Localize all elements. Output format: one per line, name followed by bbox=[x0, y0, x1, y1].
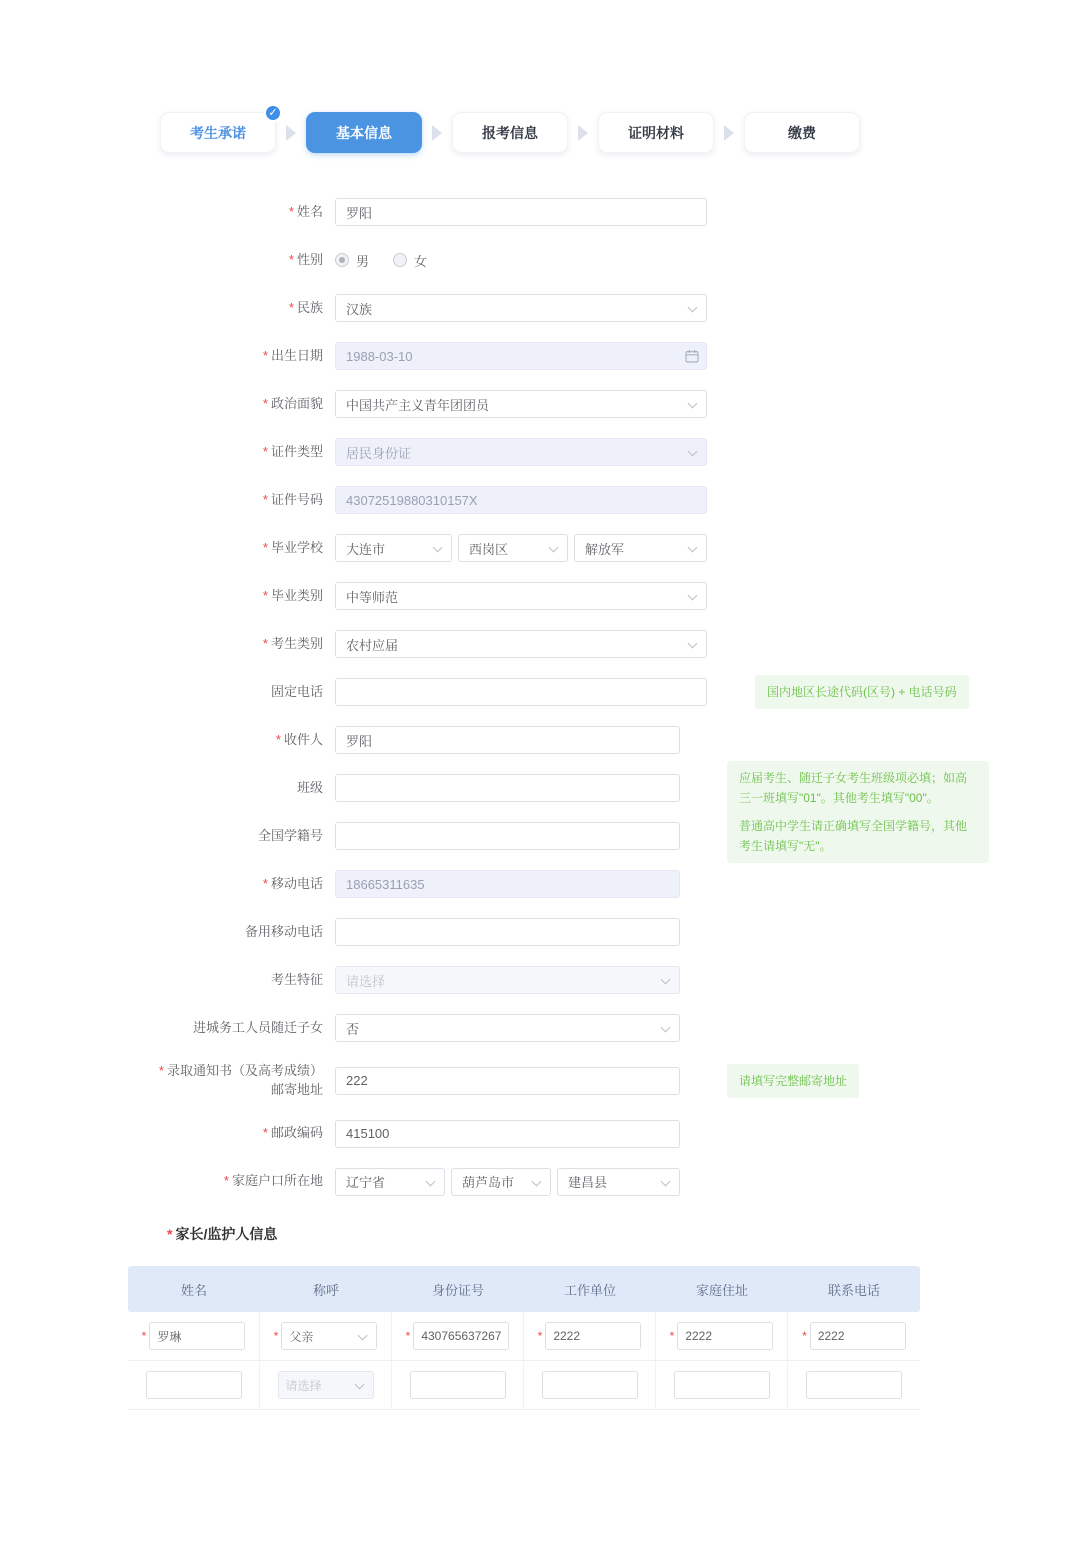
guardian1-id-cell bbox=[392, 1312, 524, 1360]
mailing-address-label bbox=[125, 1062, 335, 1100]
graduate-school-city-value: 大连市 bbox=[346, 541, 386, 557]
form-row-mobile bbox=[125, 870, 989, 898]
step-basic-info[interactable] bbox=[306, 112, 422, 153]
graduate-school-city-select[interactable] bbox=[335, 534, 452, 562]
guardian2-id-cell bbox=[392, 1361, 524, 1409]
candidate-feature-select[interactable] bbox=[335, 966, 680, 994]
chevron-down-icon bbox=[426, 1176, 436, 1186]
form-row-postal-code bbox=[125, 1120, 989, 1148]
form-row-class bbox=[125, 770, 989, 805]
guardian1-work-input[interactable] bbox=[545, 1322, 641, 1350]
birth-date-input[interactable] bbox=[335, 342, 707, 370]
political-status-label: * 政治面貌 bbox=[125, 395, 335, 414]
gender-label: * 性别 bbox=[125, 251, 335, 270]
form-row-migrant-children bbox=[125, 1014, 989, 1042]
graduate-category-select[interactable] bbox=[335, 582, 707, 610]
student-id-input[interactable] bbox=[335, 822, 680, 850]
form-row-ethnicity bbox=[125, 294, 989, 322]
landline-label: 固定电话 bbox=[270, 683, 323, 699]
guardian1-name-input[interactable] bbox=[149, 1322, 245, 1350]
ethnicity-value: 汉族 bbox=[346, 301, 373, 317]
guardian-row-2 bbox=[128, 1361, 920, 1410]
step-arrow-icon bbox=[724, 125, 734, 141]
form-row-birth-date bbox=[125, 342, 989, 370]
col-id-number: 身份证号 bbox=[431, 1282, 484, 1298]
postal-code-label: * 邮政编码 bbox=[125, 1124, 335, 1143]
name-label: * 姓名 bbox=[125, 203, 335, 222]
household-location-label: * 家庭户口所在地 bbox=[125, 1172, 335, 1191]
step-label: 证明材料 bbox=[628, 124, 684, 141]
chevron-down-icon bbox=[688, 303, 698, 313]
student-id-label: 全国学籍号 bbox=[257, 827, 323, 843]
id-type-value: 居民身份证 bbox=[346, 445, 412, 461]
calendar-icon bbox=[685, 349, 699, 368]
gender-female-label: 女 bbox=[414, 253, 428, 269]
graduate-school-school-value: 解放军 bbox=[585, 541, 625, 557]
required-asterisk: * bbox=[273, 1329, 279, 1343]
step-wizard bbox=[160, 107, 860, 153]
guardian1-id-input[interactable] bbox=[413, 1322, 509, 1350]
ethnicity-label: * 民族 bbox=[125, 299, 335, 318]
guardian1-work-cell bbox=[524, 1312, 656, 1360]
guardian2-relation-select[interactable] bbox=[278, 1371, 374, 1399]
radio-selected-icon bbox=[335, 253, 349, 267]
step-arrow-icon bbox=[286, 125, 296, 141]
step-label: 缴费 bbox=[788, 124, 816, 141]
landline-input[interactable] bbox=[335, 678, 707, 706]
guardian2-address-input[interactable] bbox=[674, 1371, 770, 1399]
form-row-student-id bbox=[125, 818, 989, 853]
col-work-unit: 工作单位 bbox=[563, 1282, 616, 1298]
required-asterisk: * bbox=[141, 1329, 147, 1343]
form-row-backup-mobile bbox=[125, 918, 989, 946]
chevron-down-icon bbox=[354, 1380, 364, 1390]
guardian1-relation-cell bbox=[260, 1312, 392, 1360]
candidate-category-value: 农村应届 bbox=[346, 637, 399, 653]
chevron-down-icon bbox=[688, 639, 698, 649]
landline-hint: 国内地区长途代码(区号) + 电话号码 bbox=[755, 675, 969, 709]
guardian2-work-cell bbox=[524, 1361, 656, 1409]
form-row-household-location bbox=[125, 1168, 989, 1196]
step-label: 基本信息 bbox=[336, 124, 392, 141]
required-asterisk: * bbox=[405, 1329, 411, 1343]
candidate-feature-placeholder: 请选择 bbox=[346, 973, 386, 989]
migrant-children-label: 进城务工人员随迁子女 bbox=[192, 1019, 323, 1035]
household-county-value: 建昌县 bbox=[568, 1175, 608, 1191]
guardian2-name-input[interactable] bbox=[146, 1371, 242, 1399]
household-province-select[interactable] bbox=[335, 1168, 445, 1196]
candidate-category-select[interactable] bbox=[335, 630, 707, 658]
required-asterisk: * bbox=[669, 1329, 675, 1343]
guardian-section-title: * 家长/监护人信息 bbox=[167, 1224, 277, 1244]
household-city-select[interactable] bbox=[451, 1168, 551, 1196]
step-candidate-pledge[interactable] bbox=[160, 107, 278, 153]
guardian2-address-cell bbox=[656, 1361, 788, 1409]
candidate-category-label: * 考生类别 bbox=[125, 635, 335, 654]
chevron-down-icon bbox=[688, 543, 698, 553]
chevron-down-icon bbox=[661, 975, 671, 985]
col-name: 姓名 bbox=[180, 1282, 207, 1298]
household-city-value: 葫芦岛市 bbox=[462, 1175, 515, 1191]
chevron-down-icon bbox=[549, 543, 559, 553]
guardian1-name-cell bbox=[128, 1312, 260, 1360]
id-number-label: * 证件号码 bbox=[125, 491, 335, 510]
form-row-graduate-school bbox=[125, 534, 989, 562]
id-type-label: * 证件类型 bbox=[125, 443, 335, 462]
step-payment[interactable] bbox=[744, 112, 860, 153]
guardian2-phone-cell bbox=[788, 1361, 920, 1409]
mailing-address-hint: 请填写完整邮寄地址 bbox=[727, 1064, 859, 1098]
name-input[interactable] bbox=[335, 198, 707, 226]
graduate-school-selects bbox=[335, 534, 707, 562]
chevron-down-icon bbox=[688, 591, 698, 601]
guardian1-relation-select[interactable] bbox=[281, 1322, 377, 1350]
gender-female-radio[interactable] bbox=[393, 251, 427, 270]
guardian2-phone-input[interactable] bbox=[806, 1371, 902, 1399]
chevron-down-icon bbox=[532, 1176, 542, 1186]
mobile-input[interactable] bbox=[335, 870, 680, 898]
form-row-recipient bbox=[125, 726, 989, 754]
basic-info-form bbox=[125, 198, 989, 1216]
step-label: 考生承诺 bbox=[190, 124, 246, 141]
step-label: 报考信息 bbox=[482, 124, 538, 141]
mailing-address-label-line2: 邮寄地址 bbox=[270, 1081, 323, 1097]
step-arrow-icon bbox=[578, 125, 588, 141]
backup-mobile-input[interactable] bbox=[335, 918, 680, 946]
graduate-school-school-select[interactable] bbox=[574, 534, 707, 562]
backup-mobile-label: 备用移动电话 bbox=[244, 923, 323, 939]
guardian-table bbox=[128, 1266, 920, 1410]
guardian1-phone-input[interactable] bbox=[810, 1322, 906, 1350]
form-row-graduate-category bbox=[125, 582, 989, 610]
chevron-down-icon bbox=[358, 1331, 368, 1341]
mailing-address-input[interactable] bbox=[335, 1067, 680, 1095]
birth-date-label: * 出生日期 bbox=[125, 347, 335, 366]
step-application-info[interactable] bbox=[452, 112, 568, 153]
chevron-down-icon bbox=[661, 1023, 671, 1033]
guardian2-work-input[interactable] bbox=[542, 1371, 638, 1399]
graduate-category-value: 中等师范 bbox=[346, 589, 399, 605]
col-relation: 称呼 bbox=[312, 1282, 339, 1298]
chevron-down-icon bbox=[688, 399, 698, 409]
gender-male-radio[interactable] bbox=[335, 251, 369, 270]
graduate-school-district-select[interactable] bbox=[458, 534, 568, 562]
class-input[interactable] bbox=[335, 774, 680, 802]
form-row-name bbox=[125, 198, 989, 226]
migrant-children-value: 否 bbox=[346, 1021, 360, 1037]
guardian-row-1 bbox=[128, 1312, 920, 1361]
guardian1-address-cell bbox=[656, 1312, 788, 1360]
form-row-mailing-address bbox=[125, 1062, 989, 1100]
household-county-select[interactable] bbox=[557, 1168, 680, 1196]
gender-male-label: 男 bbox=[356, 253, 370, 269]
chevron-down-icon bbox=[433, 543, 443, 553]
radio-unselected-icon bbox=[393, 253, 407, 267]
migrant-children-select[interactable] bbox=[335, 1014, 680, 1042]
recipient-input[interactable] bbox=[335, 726, 680, 754]
id-number-input[interactable] bbox=[335, 486, 707, 514]
mailing-address-label-line1: * 录取通知书（及高考成绩） bbox=[159, 1062, 323, 1081]
household-province-value: 辽宁省 bbox=[346, 1175, 386, 1191]
form-row-candidate-category bbox=[125, 630, 989, 658]
step-arrow-icon bbox=[432, 125, 442, 141]
student-id-hint: 普通高中学生请正确填写全国学籍号，其他考生请填写"无"。 bbox=[727, 809, 989, 864]
candidate-feature-label: 考生特征 bbox=[270, 971, 323, 987]
mobile-label: * 移动电话 bbox=[125, 875, 335, 894]
required-asterisk: * bbox=[537, 1329, 543, 1343]
guardian2-relation-placeholder: 请选择 bbox=[285, 1378, 322, 1393]
class-hint: 应届考生、随迁子女考生班级项必填；如高三一班填写"01"。其他考生填写"00"。 bbox=[727, 761, 989, 816]
step-proof-materials[interactable] bbox=[598, 112, 714, 153]
required-asterisk: * bbox=[802, 1329, 807, 1343]
graduate-school-label: * 毕业学校 bbox=[125, 539, 335, 558]
guardian2-name-cell bbox=[128, 1361, 260, 1409]
guardian-table-header bbox=[128, 1266, 920, 1312]
form-row-id-number bbox=[125, 486, 989, 514]
form-row-id-type bbox=[125, 438, 989, 466]
guardian2-id-input[interactable] bbox=[410, 1371, 506, 1399]
guardian1-phone-cell bbox=[788, 1312, 920, 1360]
household-location-selects bbox=[335, 1168, 680, 1196]
graduate-school-district-value: 西岗区 bbox=[469, 541, 509, 557]
guardian1-address-input[interactable] bbox=[677, 1322, 773, 1350]
guardian2-relation-cell bbox=[260, 1361, 392, 1409]
guardian1-relation-value: 父亲 bbox=[289, 1329, 314, 1344]
form-row-candidate-feature bbox=[125, 966, 989, 994]
form-row-landline bbox=[125, 678, 989, 706]
recipient-label: * 收件人 bbox=[125, 731, 335, 750]
birth-date-field[interactable] bbox=[335, 342, 707, 370]
gender-radio-group bbox=[335, 251, 451, 270]
graduate-category-label: * 毕业类别 bbox=[125, 587, 335, 606]
postal-code-input[interactable] bbox=[335, 1120, 680, 1148]
form-row-political-status bbox=[125, 390, 989, 418]
class-label: 班级 bbox=[296, 779, 323, 795]
chevron-down-icon bbox=[661, 1176, 671, 1186]
political-status-value: 中国共产主义青年团团员 bbox=[346, 397, 490, 413]
political-status-select[interactable] bbox=[335, 390, 707, 418]
chevron-down-icon bbox=[688, 447, 698, 457]
id-type-select[interactable] bbox=[335, 438, 707, 466]
ethnicity-select[interactable] bbox=[335, 294, 707, 322]
col-home-address: 家庭住址 bbox=[695, 1282, 748, 1298]
check-badge-icon: ✓ bbox=[264, 104, 282, 122]
form-row-gender bbox=[125, 246, 989, 274]
col-phone: 联系电话 bbox=[827, 1282, 880, 1298]
